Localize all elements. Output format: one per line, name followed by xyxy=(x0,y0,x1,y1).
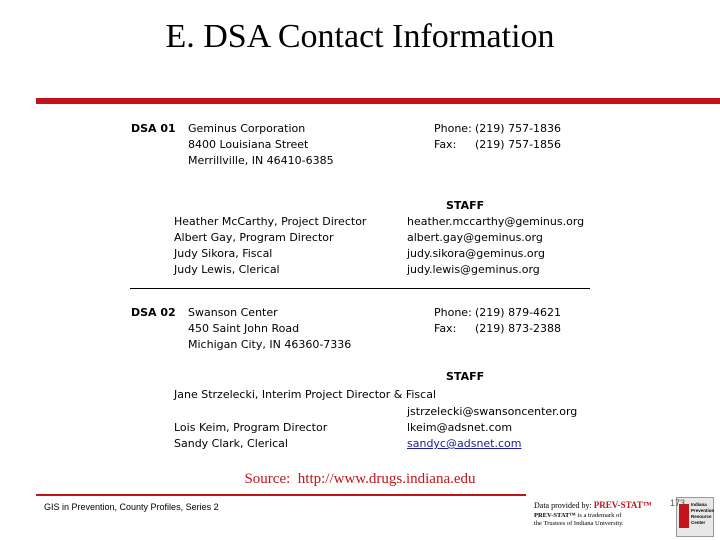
dsa1-street: 8400 Louisiana Street xyxy=(188,138,309,151)
dsa1-staff-email[interactable]: judy.lewis@geminus.org xyxy=(407,263,540,276)
dsa1-phone: (219) 757-1836 xyxy=(475,122,562,135)
dsa2-staff-email-link[interactable]: sandyc@adsnet.com xyxy=(407,437,522,450)
dsa2-staff-name: Sandy Clark, Clerical xyxy=(174,437,288,450)
logo-trademark xyxy=(534,512,624,528)
dsa2-street: 450 Saint John Road xyxy=(188,322,300,335)
dsa1-staff-email[interactable]: judy.sikora@geminus.org xyxy=(407,247,545,260)
dsa1-staff-email[interactable]: albert.gay@geminus.org xyxy=(407,231,543,244)
dsa2-phone: (219) 879-4621 xyxy=(475,306,562,319)
dsa1-staff-email[interactable]: heather.mccarthy@geminus.org xyxy=(407,215,585,228)
dsa1-org-name: Geminus Corporation xyxy=(188,122,306,135)
logo-brand: PREV-STAT™ xyxy=(593,500,652,510)
page-title: E. DSA Contact Information xyxy=(165,18,555,55)
logo-trademark-line2: the Trustees of Indiana University. xyxy=(534,520,624,527)
dsa1-fax: (219) 757-1856 xyxy=(475,138,562,151)
dsa1-staff-name: Judy Lewis, Clerical xyxy=(174,263,280,276)
page-number: 173 xyxy=(670,498,686,508)
section-divider xyxy=(130,288,590,289)
title-rule xyxy=(36,98,720,104)
dsa2-phone-label: Phone: xyxy=(434,306,472,319)
logo-box-line: Indiana xyxy=(691,502,707,507)
logo-box-label xyxy=(691,502,714,526)
dsa2-staff-email[interactable]: jstrzelecki@swansoncenter.org xyxy=(407,405,578,418)
logo-provided-by: Data provided by: xyxy=(534,501,594,510)
logo-trademark-line1: is a trademark of xyxy=(575,512,622,519)
source-url[interactable]: http://www.drugs.indiana.edu xyxy=(297,471,476,487)
footer-text: GIS in Prevention, County Profiles, Series 2 xyxy=(44,502,219,512)
dsa2-org-name: Swanson Center xyxy=(188,306,278,319)
source-line xyxy=(0,471,720,488)
logo-provided-line xyxy=(534,500,652,510)
logo-box-line: Center xyxy=(691,520,706,525)
dsa1-staff-heading: STAFF xyxy=(446,199,485,212)
dsa1-label: DSA 01 xyxy=(131,122,176,135)
prev-stat-logo xyxy=(534,497,714,537)
dsa2-staff-heading: STAFF xyxy=(446,370,485,383)
dsa2-label: DSA 02 xyxy=(131,306,176,319)
dsa2-fax-label: Fax: xyxy=(434,322,457,335)
dsa1-staff-name: Judy Sikora, Fiscal xyxy=(174,247,273,260)
dsa1-fax-label: Fax: xyxy=(434,138,457,151)
dsa1-staff-name: Albert Gay, Program Director xyxy=(174,231,334,244)
logo-box-line: Resource xyxy=(691,514,712,519)
dsa2-fax: (219) 873-2388 xyxy=(475,322,562,335)
dsa2-staff-email[interactable]: lkeim@adsnet.com xyxy=(407,421,513,434)
logo-box-line: Prevention xyxy=(691,508,715,513)
source-label: Source: xyxy=(244,471,291,487)
dsa1-phone-label: Phone: xyxy=(434,122,472,135)
dsa1-city: Merrillville, IN 46410-6385 xyxy=(188,154,334,167)
dsa2-staff-name: Jane Strzelecki, Interim Project Director & Fiscal xyxy=(174,388,437,401)
dsa2-city: Michigan City, IN 46360-7336 xyxy=(188,338,352,351)
dsa1-staff-name: Heather McCarthy, Project Director xyxy=(174,215,367,228)
logo-trademark-brand: PREV-STAT™ xyxy=(534,512,576,519)
dsa2-staff-name: Lois Keim, Program Director xyxy=(174,421,328,434)
footer-rule xyxy=(36,494,526,496)
